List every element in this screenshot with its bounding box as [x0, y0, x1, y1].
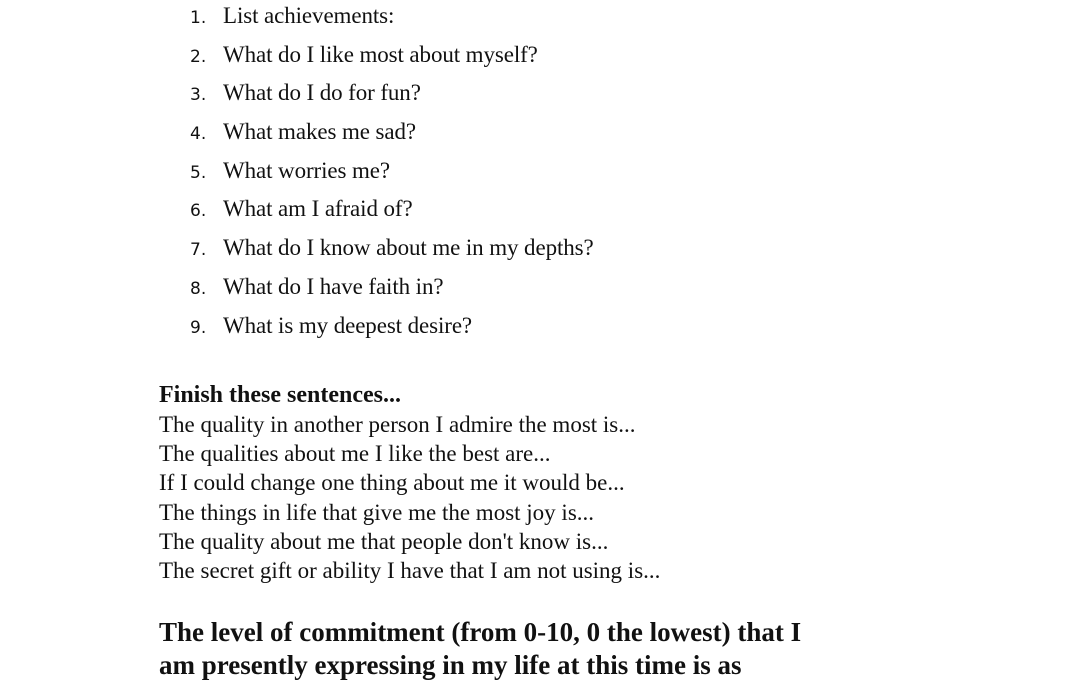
list-item — [190, 77, 594, 116]
sentence-prompt: The qualities about me I like the best are... — [159, 441, 551, 467]
commitment-line: am presently expressing in my life at this time is as — [159, 650, 742, 680]
item-number: 2. — [190, 46, 207, 67]
list-item — [190, 155, 594, 194]
item-number: 9. — [190, 317, 207, 338]
section-heading: Finish these sentences... — [159, 382, 401, 408]
sentence-prompt: If I could change one thing about me it would be... — [159, 470, 625, 496]
list-item — [190, 271, 594, 310]
question-list — [190, 0, 594, 348]
item-number: 6. — [190, 201, 207, 222]
commitment-paragraph — [159, 616, 1059, 682]
item-text: List achievements: — [223, 3, 395, 28]
sentence-prompt: The quality in another person I admire the most is... — [159, 412, 636, 437]
item-text: What do I have faith in? — [223, 273, 444, 299]
list-item — [190, 39, 594, 78]
list-item — [190, 310, 594, 349]
item-number: 1. — [190, 8, 207, 28]
sentence-prompt: The things in life that give me the most joy is... — [159, 499, 595, 525]
item-number: 4. — [190, 124, 207, 145]
sentence-list — [159, 410, 1039, 585]
item-number: 7. — [190, 240, 207, 261]
item-number: 3. — [190, 85, 207, 106]
item-text: What do I know about me in my depths? — [223, 235, 594, 261]
item-text: What am I afraid of? — [223, 196, 413, 222]
sentence-prompt: The secret gift or ability I have that I am not using is... — [159, 558, 661, 584]
item-number: 8. — [190, 278, 207, 299]
list-item — [190, 193, 594, 232]
item-text: What do I do for fun? — [223, 80, 421, 106]
item-text: What do I like most about myself? — [223, 41, 538, 67]
item-text: What makes me sad? — [223, 119, 416, 145]
item-text: What worries me? — [223, 157, 390, 183]
item-text: What is my deepest desire? — [223, 312, 473, 338]
commitment-line: The level of commitment (from 0-10, 0 the lowest) that I — [159, 617, 802, 647]
finish-sentences-section — [159, 380, 1039, 585]
item-number: 5. — [190, 162, 207, 183]
sentence-prompt: The quality about me that people don't know is... — [159, 528, 609, 554]
list-item — [190, 116, 594, 155]
list-item — [190, 0, 594, 39]
list-item — [190, 232, 594, 271]
